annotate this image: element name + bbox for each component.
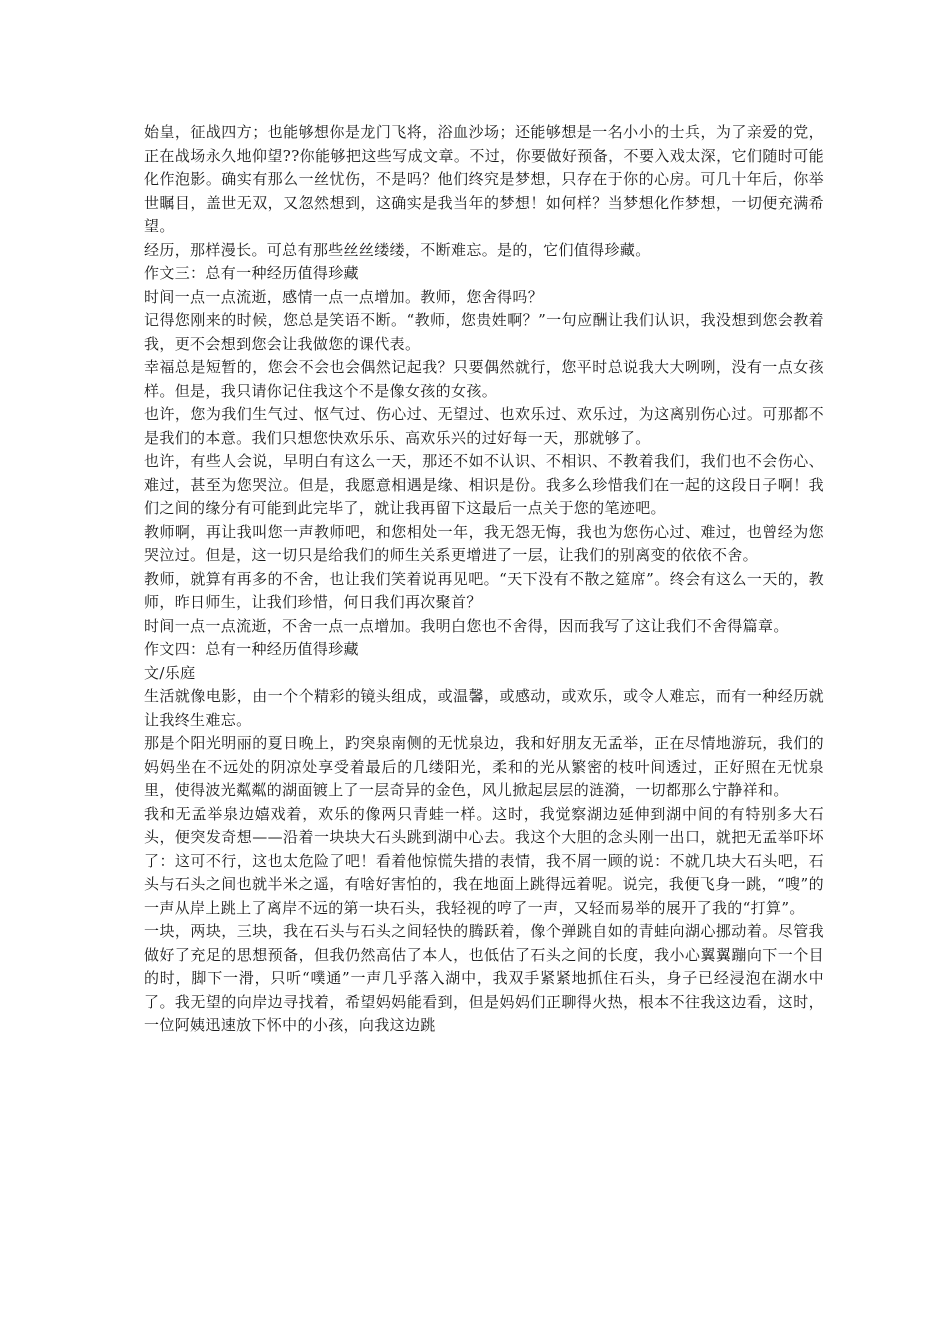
paragraph-12: 那是个阳光明丽的夏日晚上，趵突泉南侧的无忧泉边，我和好朋友无孟举，正在尽情地游玩，我们的妈妈坐在不远处的阴凉处享受着最后的几缕阳光，柔和的光从繁密的枝叶间透过，正好照在无忧泉里，使得波光粼粼的湖面镀上了一层奇异的金色，风儿掀起层层的涟漪，一切都那么宁静祥和。 [144, 734, 824, 799]
paragraph-2: 经历，那样漫长。可总有那些丝丝缕缕，不断难忘。是的，它们值得珍藏。 [144, 240, 651, 259]
essay-3-title: 作文三：总有一种经历值得珍藏 [144, 264, 359, 282]
paragraph-11: 生活就像电影，由一个个精彩的镜头组成，或温馨，或感动，或欢乐，或令人难忘，而有一种经历就让我终生难忘。 [144, 687, 824, 729]
paragraph-13: 我和无孟举泉边嬉戏着，欢乐的像两只青蛙一样。这时，我觉察湖边延伸到湖中间的有特别多大石头，便突发奇想——沿着一块块大石头跳到湖中心去。我这个大胆的念头刚一出口，就把无孟举吓坏了：这可不行，这也太危险了吧！看着他惊慌失措的表情，我不屑一顾的说：不就几块大石头吧，石头与石头之间也就半米之遥，有啥好害怕的，我在地面上跳得远着呢。说完，我便飞身一跳，“嗖”的一声从岸上跳上了离岸不远的第一块石头，我轻视的哼了一声，又轻而易举的展开了我的“打算”。 [144, 804, 824, 917]
essay-4-title: 作文四：总有一种经历值得珍藏 [144, 640, 359, 658]
paragraph-1: 始皇，征战四方；也能够想你是龙门飞将，浴血沙场；还能够想是一名小小的士兵，为了亲爱的党，正在战场永久地仰望??你能够把这些写成文章。不过，你要做好预备，不要入戏太深，它们随时可能化作泡影。确实有那么一丝忧伤，不是吗？他们终究是梦想，只存在于你的心房。可几十年后，你举世瞩目，盖世无双，又忽然想到，这确实是我当年的梦想！如何样？当梦想化作梦想，一切便充满希望。 [144, 123, 824, 235]
paragraph-4: 记得您刚来的时候，您总是笑语不断。“教师，您贵姓啊？”一句应酬让我们认识，我没想到您会教着我，更不会想到您会让我做您的课代表。 [144, 311, 824, 353]
paragraph-10: 时间一点一点流逝，不舍一点一点增加。我明白您也不舍得，因而我写了这让我们不舍得篇章。 [144, 616, 789, 635]
paragraph-8: 教师啊，再让我叫您一声教师吧，和您相处一年，我无怨无悔，我也为您伤心过、难过，也曾经为您哭泣过。但是，这一切只是给我们的师生关系更增进了一层，让我们的别离变的依依不舍。 [144, 522, 824, 564]
paragraph-6: 也许，您为我们生气过、怄气过、伤心过、无望过、也欢乐过、欢乐过，为这离别伤心过。可那都不是我们的本意。我们只想您快欢乐乐、高欢乐兴的过好每一天，那就够了。 [144, 405, 824, 447]
document-body [144, 121, 824, 1038]
paragraph-3: 时间一点一点流逝，感情一点一点增加。教师，您舍得吗？ [144, 287, 544, 306]
author-line: 文/乐庭 [144, 663, 196, 682]
paragraph-7: 也许，有些人会说，早明白有这么一天，那还不如不认识、不相识、不教着我们，我们也不会伤心、难过，甚至为您哭泣。但是，我愿意相遇是缘、相识是份。我多么珍惜我们在一起的这段日子啊！我们之间的缘分有可能到此完毕了，就让我再留下这最后一点关于您的笔迹吧。 [144, 452, 824, 517]
paragraph-9: 教师，就算有再多的不舍，也让我们笑着说再见吧。“天下没有不散之筵席”。终会有这么一天的，教师，昨日师生，让我们珍惜，何日我们再次聚首？ [144, 569, 824, 611]
paragraph-14: 一块，两块，三块，我在石头与石头之间轻快的腾跃着，像个弹跳自如的青蛙向湖心挪动着。尽管我做好了充足的思想预备，但我仍然高估了本人，也低估了石头之间的长度，我小心翼翼蹦向下一个目的时，脚下一滑，只听“噗通”一声几乎落入湖中，我双手紧紧地抓住石头，身子已经浸泡在湖水中了。我无望的向岸边寻找着，希望妈妈能看到，但是妈妈们正聊得火热，根本不往我这边看，这时，一位阿姨迅速放下怀中的小孩，向我这边跳 [144, 922, 824, 1034]
paragraph-5: 幸福总是短暂的，您会不会也会偶然记起我？只要偶然就行，您平时总说我大大咧咧，没有一点女孩样。但是，我只请你记住我这个不是像女孩的女孩。 [144, 358, 824, 400]
